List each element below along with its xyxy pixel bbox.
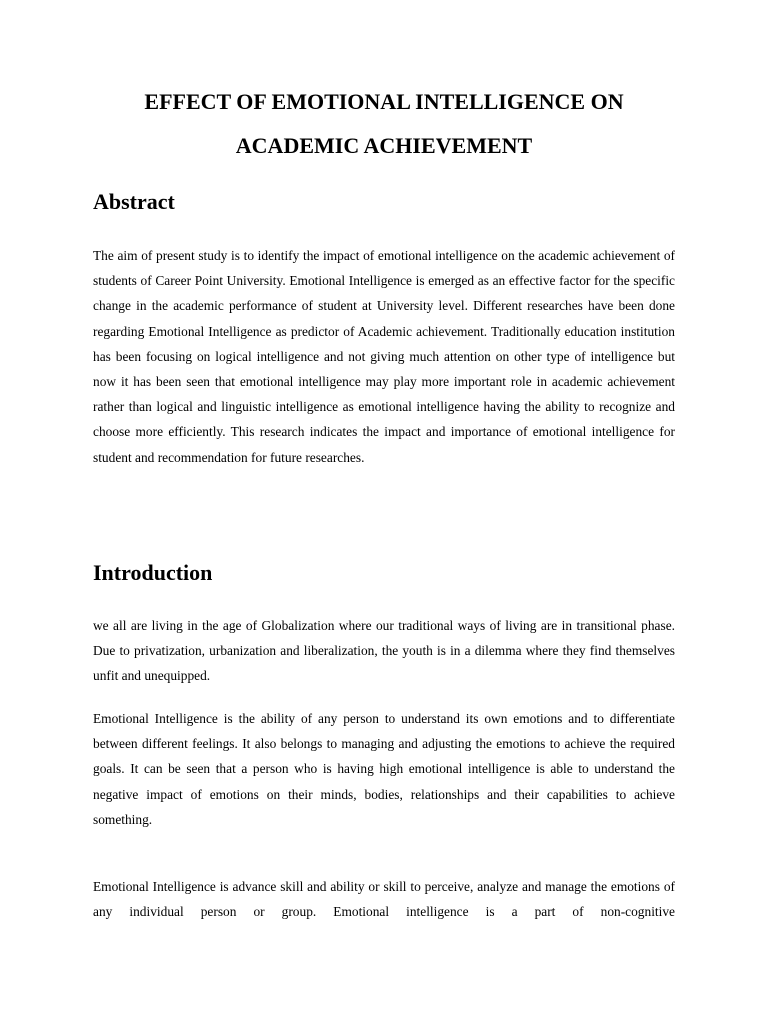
title-line-2: ACADEMIC ACHIEVEMENT — [235, 133, 533, 158]
abstract-paragraph: The aim of present study is to identify the impact of emotional intelligence on the academic achievement of students of Career Point University. Emotional Intelligence is emerged as an effective factor for the specific change in the academic performance of student at University level. Different researches have been done regarding Emotional Intelligence as predictor of Academic achievement. Traditionally education institution has been focusing on logical intelligence and not giving much attention on other type of intelligence but now it has been seen that emotional intelligence may play more important role in academic achievement rather than logical and linguistic intelligence as emotional intelligence having the ability to recognize and choose more efficiently. This research indicates the impact and importance of emotional intelligence for student and recommendation for future researches. — [93, 248, 675, 465]
introduction-paragraph-1: we all are living in the age of Globalization where our traditional ways of living are in transitional phase. Due to privatization, urbanization and liberalization, the youth is in a dilemma where they find themselves unfit and unequipped. — [93, 618, 675, 684]
introduction-paragraph-3: Emotional Intelligence is advance skill and ability or skill to perceive, analyze and manage the emotions of any individual person or group. Emotional intelligence is a part of non-cognitive — [93, 879, 675, 920]
abstract-heading: Abstract — [93, 189, 175, 214]
title-line-1: EFFECT OF EMOTIONAL INTELLIGENCE ON — [144, 89, 624, 114]
introduction-heading: Introduction — [93, 560, 213, 585]
document-title — [60, 80, 708, 168]
introduction-paragraph-2: Emotional Intelligence is the ability of any person to understand its own emotions and to differentiate between different feelings. It also belongs to managing and adjusting the emotions to achieve the required goals. It can be seen that a person who is having high emotional intelligence is able to understand the negative impact of emotions on their minds, bodies, relationships and their capabilities to achieve something. — [93, 711, 675, 827]
